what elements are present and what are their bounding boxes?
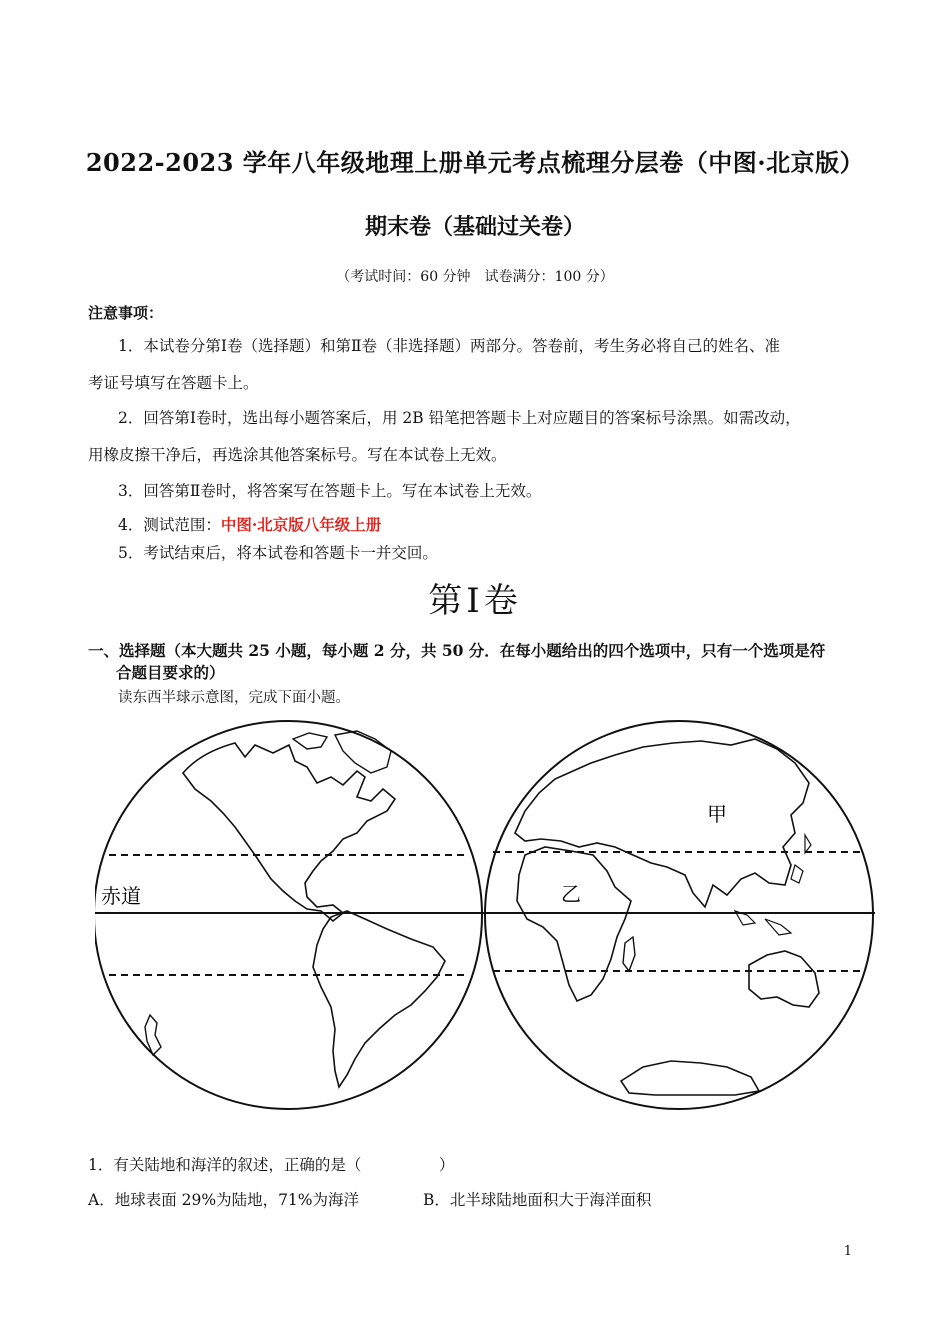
section-heading-line-2: 合题目要求的）	[116, 663, 225, 682]
label-yi: 乙	[561, 882, 581, 906]
page-number: 1	[843, 1244, 852, 1259]
question-1-option-b: B．北半球陆地面积大于海洋面积	[423, 1191, 652, 1209]
notice-item-1-line-1: 1．本试卷分第Ⅰ卷（选择题）和第Ⅱ卷（非选择题）两部分。答卷前，考生务必将自己的姓名、准	[118, 337, 781, 355]
notice-item-5: 5．考试结束后，将本试卷和答题卡一并交回。	[118, 544, 438, 562]
document-title: 2022-2023 学年八年级地理上册单元考点梳理分层卷（中图·北京版）	[85, 148, 865, 177]
section-heading-line-1: 一、选择题（本大题共 25 小题，每小题 2 分，共 50 分．在每小题给出的四个选项中，只有一个选项是符	[88, 641, 826, 660]
test-scope: 中图·北京版八年级上册	[220, 515, 382, 534]
africa-outline	[517, 847, 631, 1001]
southeast-asia-islands-outline	[735, 835, 811, 935]
hemispheres-map	[95, 715, 875, 1145]
question-1-option-a: A．地球表面 29%为陆地，71%为海洋	[88, 1191, 360, 1209]
south-america-outline	[313, 911, 445, 1087]
notice-item-4-prefix: 4．测试范围：	[118, 516, 221, 534]
notice-item-4	[118, 515, 381, 535]
north-america-outline	[183, 743, 395, 921]
notice-item-2-line-2: 用橡皮擦干净后，再选涂其他答案标号。写在本试卷上无效。	[88, 446, 507, 464]
eastern-hemisphere-outline	[485, 721, 873, 1109]
volume-title: 第Ⅰ卷	[428, 581, 522, 621]
map-instruction: 读东西半球示意图，完成下面小题。	[118, 690, 350, 706]
western-hemisphere	[95, 721, 482, 1109]
label-jia: 甲	[707, 802, 727, 826]
western-hemisphere-outline	[95, 721, 482, 1109]
notice-heading: 注意事项：	[88, 304, 164, 322]
antarctica-outline	[621, 1061, 759, 1095]
equator-label: 赤道	[101, 884, 141, 908]
notice-item-3: 3．回答第Ⅱ卷时，将答案写在答题卡上。写在本试卷上无效。	[118, 482, 542, 500]
eastern-hemisphere	[485, 721, 873, 1109]
eurasia-outline	[515, 739, 809, 907]
australia-outline	[749, 951, 819, 1007]
section-heading	[88, 640, 878, 684]
question-1-stem: 1．有关陆地和海洋的叙述，正确的是（ ）	[88, 1156, 455, 1174]
notice-item-2-line-1: 2．回答第Ⅰ卷时，选出每小题答案后，用 2B 铅笔把答题卡上对应题目的答案标号涂黑。如需改动，	[118, 409, 801, 427]
notice-item-1-line-2: 考证号填写在答题卡上。	[88, 374, 259, 392]
document-subtitle: 期末卷（基础过关卷）	[364, 214, 585, 240]
madagascar-outline	[623, 937, 635, 971]
exam-info: （考试时间：60 分钟 试卷满分：100 分）	[336, 269, 614, 285]
